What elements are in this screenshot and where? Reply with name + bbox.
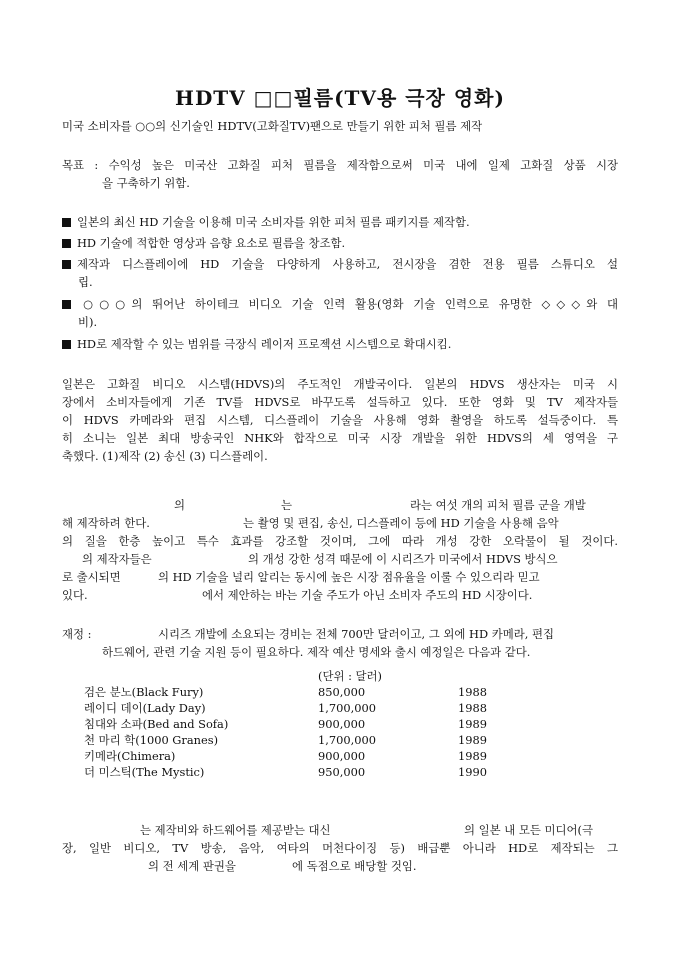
table-row-title: 레이디 데이(Lady Day) (84, 701, 206, 715)
goal-line-2: 을 구축하기 위함. (102, 176, 190, 190)
bullet-item: HD로 제작할 수 있는 범위를 극장식 레이저 프로젝션 시스템으로 확대시킴. (62, 336, 451, 352)
bullet-item: 일본의 최신 HD 기술을 이용해 미국 소비자를 위한 피처 필름 패키지를 제작함. (62, 214, 470, 230)
para2-fragment: 해 제작하려 한다. (62, 516, 150, 530)
table-row-title: 키메라(Chimera) (84, 749, 176, 763)
square-bullet-icon (62, 260, 71, 269)
bullet-item: HD 기술에 적합한 영상과 음향 요소로 필름을 창조함. (62, 235, 345, 251)
para1-line: 장에서 소비자들에게 기존 TV를 HDVS로 바꾸도록 설득하고 있다. 또한 영화 및 TV 제작자들 (62, 395, 618, 409)
document-title: HDTV □□필름(TV용 극장 영화) (175, 86, 505, 110)
para2-fragment: 의 제작자들은 (82, 552, 152, 566)
para3-line: 장, 일반 비디오, TV 방송, 음악, 여타의 머천다이징 등) 배급뿐 아니라 HD로 제작되는 그 (62, 841, 618, 855)
para3-fragment: 의 전 세계 판권을 (148, 859, 236, 873)
para1-line: 일본은 고화질 비디오 시스템(HDVS)의 주도적인 개발국이다. 일본의 HDVS 생산자는 미국 시 (62, 377, 618, 391)
goal-line-1: 목표 : 수익성 높은 미국산 고화질 피처 필름을 제작함으로써 미국 내에 일제 고화질 상품 시장 (62, 158, 618, 172)
para1-line: 이 HDVS 카메라와 편집 시스템, 디스플레이 기술을 사용해 영화 촬영을 하도록 설득중이다. 특 (62, 413, 618, 427)
table-row-cost: 1,700,000 (318, 733, 376, 747)
para2-fragment: 있다. (62, 588, 88, 602)
table-row-year: 1988 (458, 685, 487, 699)
bullet-item-continuation: 비). (78, 315, 98, 329)
para1-line: 축했다. (1)제작 (2) 송신 (3) 디스플레이. (62, 449, 268, 463)
table-row-year: 1989 (458, 749, 487, 763)
para3-fragment: 에 독점으로 배당할 것임. (292, 859, 417, 873)
square-bullet-icon (62, 218, 71, 227)
budget-unit: (단위 : 달러) (318, 669, 382, 683)
table-row-title: 검은 분노(Black Fury) (84, 685, 204, 699)
para2-fragment: 로 출시되면 (62, 570, 121, 584)
bullet-item-continuation: 립. (78, 275, 93, 289)
table-row-year: 1989 (458, 717, 487, 731)
para2-fragment: 의 HD 기술을 널리 알리는 동시에 높은 시장 점유율을 이룰 수 있으리라 믿고 (158, 570, 540, 584)
para1-line: 히 소니는 일본 최대 방송국인 NHK와 합작으로 미국 시장 개발을 위한 HDVS의 세 영역을 구 (62, 431, 618, 445)
para2-fragment: 라는 여섯 개의 피처 필름 군을 개발 (410, 498, 586, 512)
para2-fragment: 는 (281, 498, 293, 512)
table-row-cost: 950,000 (318, 765, 366, 779)
para3-fragment: 는 제작비와 하드웨어를 제공받는 대신 (140, 823, 331, 837)
para3-fragment: 의 일본 내 모든 미디어(극 (464, 823, 593, 837)
table-row-cost: 850,000 (318, 685, 366, 699)
square-bullet-icon (62, 239, 71, 248)
table-row-cost: 1,700,000 (318, 701, 376, 715)
bullet-item: ○○○의 뛰어난 하이테크 비디오 기술 인력 활용(영화 기술 인력으로 유명한 ◇◇◇와 대 (62, 296, 618, 312)
budget-line: 하드웨어, 관련 기술 지원 등이 필요하다. 제작 예산 명세와 출시 예정일은 다음과 같다. (102, 645, 531, 659)
para2-fragment: 의 (174, 498, 186, 512)
table-row-title: 침대와 소파(Bed and Sofa) (84, 717, 229, 731)
para2-fragment: 는 촬영 및 편집, 송신, 디스플레이 등에 HD 기술을 사용해 음악 (243, 516, 559, 530)
budget-line: 시리즈 개발에 소요되는 경비는 전체 700만 달러이고, 그 외에 HD 카메라, 편집 (158, 627, 554, 641)
square-bullet-icon (62, 300, 71, 309)
para2-line: 의 질을 한층 높이고 특수 효과를 강조할 것이며, 그에 따라 개성 강한 오락물이 될 것이다. (62, 534, 618, 548)
table-row-cost: 900,000 (318, 749, 366, 763)
square-bullet-icon (62, 340, 71, 349)
table-row-title: 천 마리 학(1000 Granes) (84, 733, 219, 747)
subtitle: 미국 소비자를 ○○의 신기술인 HDTV(고화질TV)팬으로 만들기 위한 피처 필름 제작 (62, 119, 483, 133)
table-row-cost: 900,000 (318, 717, 366, 731)
table-row-year: 1988 (458, 701, 487, 715)
para2-fragment: 의 개성 강한 성격 때문에 이 시리즈가 미국에서 HDVS 방식으 (248, 552, 558, 566)
budget-label: 재정 : (62, 627, 92, 641)
para2-fragment: 에서 제안하는 바는 기술 주도가 아닌 소비자 주도의 HD 시장이다. (202, 588, 533, 602)
bullet-item: 제작과 디스플레이에 HD 기술을 다양하게 사용하고, 전시장을 겸한 전용 필름 스튜디오 설 (62, 256, 618, 272)
table-row-year: 1990 (458, 765, 487, 779)
table-row-year: 1989 (458, 733, 487, 747)
table-row-title: 더 미스틱(The Mystic) (84, 765, 205, 779)
